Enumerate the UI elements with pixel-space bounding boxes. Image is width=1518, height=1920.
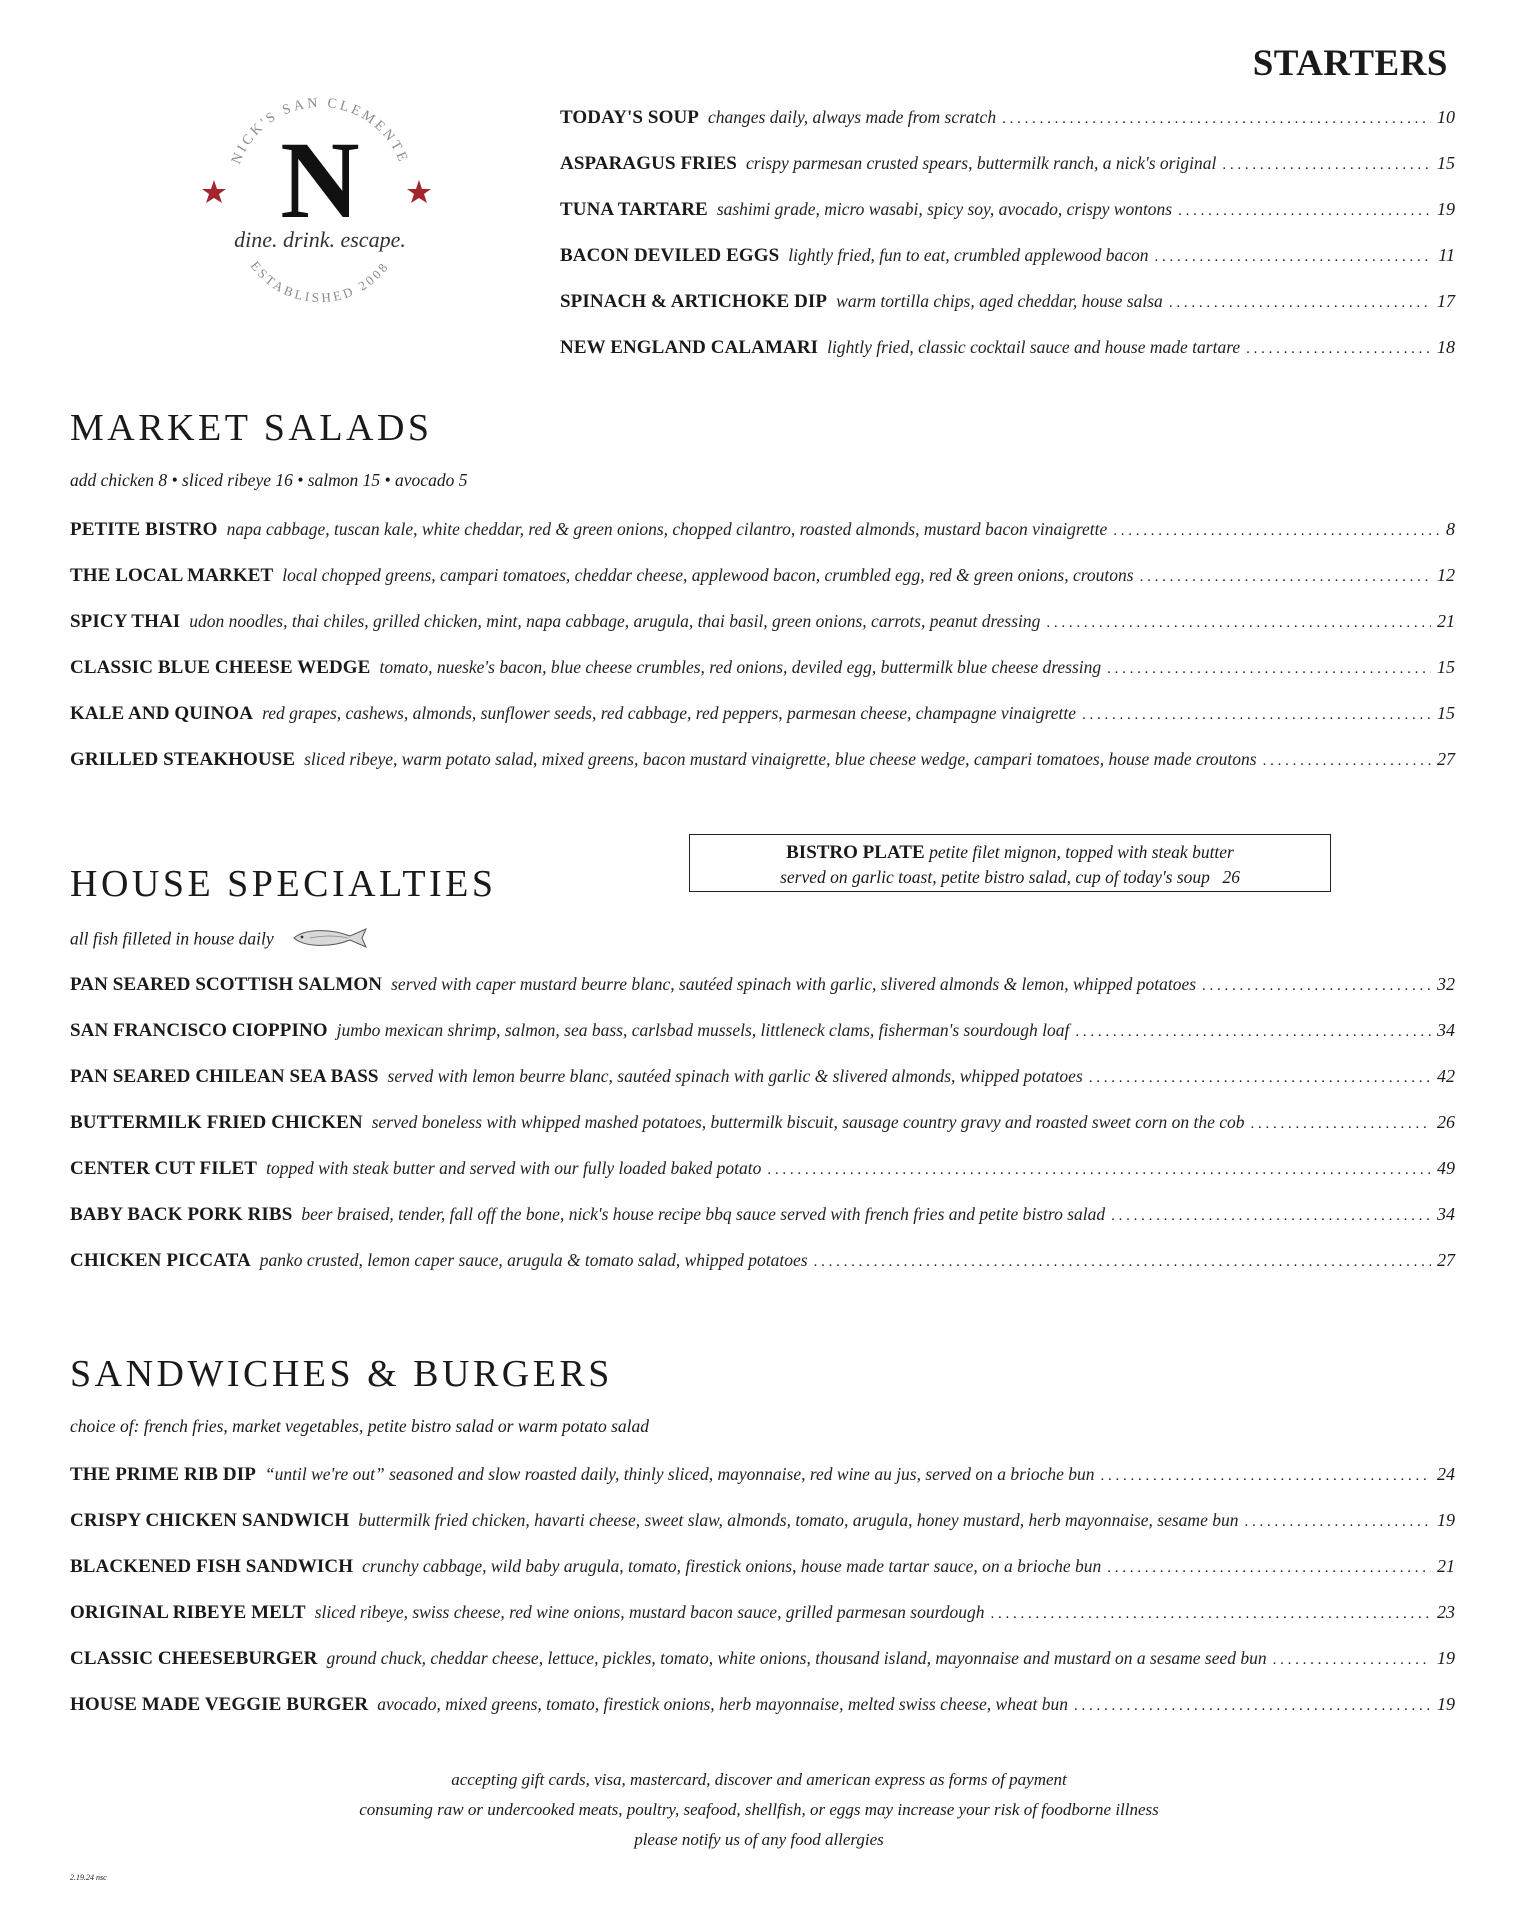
menu-item-price: 34: [1437, 1204, 1455, 1224]
menu-item-name: NEW ENGLAND CALAMARI: [560, 337, 819, 358]
dot-leader: [1046, 611, 1431, 635]
menu-item: [70, 1692, 1455, 1718]
dot-leader: [1246, 337, 1431, 361]
menu-item-description: changes daily, always made from scratch: [708, 107, 997, 127]
dot-leader: [1263, 749, 1431, 773]
menu-item-name: PAN SEARED CHILEAN SEA BASS: [70, 1066, 379, 1087]
menu-item-price: 34: [1437, 1020, 1455, 1040]
footer-payment-note: accepting gift cards, visa, mastercard, discover and american express as forms of payment: [451, 1770, 1067, 1789]
dot-leader: [1178, 199, 1431, 223]
menu-item-price: 15: [1437, 657, 1455, 677]
star-icon: [407, 180, 431, 203]
dot-leader: [1111, 1204, 1431, 1228]
bistro-plate-box: [689, 834, 1331, 892]
menu-item-price: 42: [1437, 1066, 1455, 1086]
menu-item: [560, 197, 1455, 223]
footer-allergy-note: please notify us of any food allergies: [634, 1830, 884, 1849]
menu-item: [70, 609, 1455, 635]
menu-item-name: BUTTERMILK FRIED CHICKEN: [70, 1112, 363, 1133]
salads-addons-note: add chicken 8 • sliced ribeye 16 • salmon 15 • avocado 5: [70, 470, 468, 490]
menu-item: [70, 1462, 1455, 1488]
menu-item: [70, 972, 1455, 998]
restaurant-logo: [190, 72, 450, 332]
menu-item: [560, 243, 1455, 269]
dot-leader: [1222, 153, 1431, 177]
dot-leader: [767, 1158, 1431, 1182]
menu-item-price: 27: [1437, 1250, 1455, 1270]
fish-icon: [290, 926, 370, 955]
menu-item-description: lightly fried, classic cocktail sauce and house made tartare: [827, 337, 1241, 357]
menu-item-description: topped with steak butter and served with our fully loaded baked potato: [266, 1158, 762, 1178]
menu-item-description: served boneless with whipped mashed potatoes, buttermilk biscuit, sausage country gravy and roasted sweet corn on the cob: [371, 1112, 1245, 1132]
dot-leader: [814, 1250, 1431, 1274]
dot-leader: [1107, 657, 1431, 681]
menu-item: [70, 655, 1455, 681]
menu-item-price: 21: [1437, 1556, 1455, 1576]
menu-item-price: 19: [1437, 199, 1455, 219]
menu-item-price: 32: [1437, 974, 1455, 994]
dot-leader: [1113, 519, 1440, 543]
bistro-plate-name: BISTRO PLATE: [786, 842, 925, 863]
menu-item-price: 15: [1437, 153, 1455, 173]
menu-item-name: PAN SEARED SCOTTISH SALMON: [70, 974, 383, 995]
menu-item-description: warm tortilla chips, aged cheddar, house salsa: [836, 291, 1163, 311]
menu-item-price: 24: [1437, 1464, 1455, 1484]
menu-item-name: SAN FRANCISCO CIOPPINO: [70, 1020, 328, 1041]
specialties-note: [70, 926, 370, 955]
menu-item: [70, 1554, 1455, 1580]
menu-item-name: CENTER CUT FILET: [70, 1158, 258, 1179]
menu-item-description: jumbo mexican shrimp, salmon, sea bass, carlsbad mussels, littleneck clams, fisherman's sourdough loaf: [336, 1020, 1070, 1040]
menu-item-price: 27: [1437, 749, 1455, 769]
menu-item-description: beer braised, tender, fall off the bone, nick's house recipe bbq sauce served with french fries and petite bistro salad: [301, 1204, 1106, 1224]
menu-item-description: lightly fried, fun to eat, crumbled applewood bacon: [788, 245, 1149, 265]
menu-item-name: BABY BACK PORK RIBS: [70, 1204, 293, 1225]
dot-leader: [1101, 1464, 1432, 1488]
sandwiches-sides-note: choice of: french fries, market vegetables, petite bistro salad or warm potato salad: [70, 1416, 650, 1436]
logo-arc-bottom-text: ESTABLISHED 2008: [247, 258, 393, 306]
dot-leader: [1154, 245, 1432, 269]
menu-item: [560, 335, 1455, 361]
menu-item-name: THE LOCAL MARKET: [70, 565, 274, 586]
menu-item-name: PETITE BISTRO: [70, 519, 218, 540]
dot-leader: [1082, 703, 1431, 727]
menu-item-price: 49: [1437, 1158, 1455, 1178]
menu-item-description: buttermilk fried chicken, havarti cheese, sweet slaw, almonds, tomato, arugula, honey mustard, herb mayonnaise, sesame bun: [358, 1510, 1239, 1530]
menu-item-price: 19: [1437, 1510, 1455, 1530]
dot-leader: [1075, 1020, 1431, 1044]
menu-item-name: HOUSE MADE VEGGIE BURGER: [70, 1694, 369, 1715]
market-salads-title: MARKET SALADS: [70, 407, 433, 449]
menu-item: [70, 1064, 1455, 1090]
menu-item-price: 10: [1437, 107, 1455, 127]
menu-item: [70, 1110, 1455, 1136]
menu-item-name: SPICY THAI: [70, 611, 181, 632]
menu-item-name: KALE AND QUINOA: [70, 703, 254, 724]
dot-leader: [1089, 1066, 1431, 1090]
menu-item-name: CLASSIC CHEESEBURGER: [70, 1648, 318, 1669]
menu-item: [560, 289, 1455, 315]
sandwiches-burgers-title: SANDWICHES & BURGERS: [70, 1353, 613, 1395]
footer-health-warning: consuming raw or undercooked meats, poultry, seafood, shellfish, or eggs may increase your risk of foodborne illness: [359, 1800, 1159, 1819]
menu-item: [70, 1646, 1455, 1672]
menu-item-description: local chopped greens, campari tomatoes, cheddar cheese, applewood bacon, crumbled egg, red & green onions, croutons: [282, 565, 1134, 585]
dot-leader: [1140, 565, 1431, 589]
menu-item: [70, 1248, 1455, 1274]
bistro-plate-line2: served on garlic toast, petite bistro salad, cup of today's soup: [780, 867, 1210, 887]
menu-item-price: 19: [1437, 1648, 1455, 1668]
star-icon: [202, 180, 226, 203]
dot-leader: [991, 1602, 1432, 1626]
menu-item-description: avocado, mixed greens, tomato, firestick onions, herb mayonnaise, melted swiss cheese, wheat bun: [377, 1694, 1068, 1714]
menu-item-name: TUNA TARTARE: [560, 199, 708, 220]
menu-item-description: tomato, nueske's bacon, blue cheese crumbles, red onions, deviled egg, buttermilk blue cheese dressing: [379, 657, 1102, 677]
menu-item-price: 19: [1437, 1694, 1455, 1714]
menu-item: [70, 517, 1455, 543]
menu-item-name: CLASSIC BLUE CHEESE WEDGE: [70, 657, 371, 678]
menu-item-description: sliced ribeye, warm potato salad, mixed greens, bacon mustard vinaigrette, blue cheese wedge, campari tomatoes, house made croutons: [304, 749, 1257, 769]
menu-item-price: 12: [1437, 565, 1455, 585]
menu-item-name: SPINACH & ARTICHOKE DIP: [560, 291, 828, 312]
menu-item: [70, 1156, 1455, 1182]
specialties-note-text: all fish filleted in house daily: [70, 928, 274, 949]
menu-item-description: crispy parmesan crusted spears, buttermilk ranch, a nick's original: [745, 153, 1217, 173]
menu-date-code: 2.19.24 nsc: [70, 1873, 107, 1882]
menu-item-price: 21: [1437, 611, 1455, 631]
menu-item-price: 15: [1437, 703, 1455, 723]
menu-item-name: BACON DEVILED EGGS: [560, 245, 780, 266]
menu-item: [70, 747, 1455, 773]
menu-item-description: napa cabbage, tuscan kale, white cheddar, red & green onions, chopped cilantro, roasted almonds, mustard bacon vinaigrette: [226, 519, 1108, 539]
dot-leader: [1244, 1510, 1431, 1534]
menu-item-description: panko crusted, lemon caper sauce, arugula & tomato salad, whipped potatoes: [259, 1250, 808, 1270]
menu-item-description: sashimi grade, micro wasabi, spicy soy, avocado, crispy wontons: [716, 199, 1173, 219]
menu-item-name: BLACKENED FISH SANDWICH: [70, 1556, 354, 1577]
menu-item: [70, 1600, 1455, 1626]
menu-item-price: 26: [1437, 1112, 1455, 1132]
logo-letter: N: [280, 119, 360, 241]
bistro-plate-line1: petite filet mignon, topped with steak butter: [929, 842, 1234, 862]
dot-leader: [1002, 107, 1431, 131]
logo-emblem: [190, 72, 450, 332]
menu-item-price: 11: [1438, 245, 1455, 265]
menu-item-name: CRISPY CHICKEN SANDWICH: [70, 1510, 350, 1531]
menu-item-description: red grapes, cashews, almonds, sunflower seeds, red cabbage, red peppers, parmesan cheese, champagne vinaigrette: [262, 703, 1077, 723]
menu-item-name: GRILLED STEAKHOUSE: [70, 749, 296, 770]
menu-item-description: served with lemon beurre blanc, sautéed spinach with garlic & slivered almonds, whipped potatoes: [387, 1066, 1083, 1086]
dot-leader: [1251, 1112, 1432, 1136]
dot-leader: [1074, 1694, 1431, 1718]
menu-item-price: 18: [1437, 337, 1455, 357]
menu-item-description: crunchy cabbage, wild baby arugula, tomato, firestick onions, house made tartar sauce, on a brioche bun: [362, 1556, 1102, 1576]
menu-item-price: 23: [1437, 1602, 1455, 1622]
menu-item-description: ground chuck, cheddar cheese, lettuce, pickles, tomato, white onions, thousand island, mayonnaise and mustard on a sesame seed bun: [326, 1648, 1267, 1668]
menu-item: [70, 1202, 1455, 1228]
menu-item-description: sliced ribeye, swiss cheese, red wine onions, mustard bacon sauce, grilled parmesan sourdough: [314, 1602, 985, 1622]
bistro-plate-price: 26: [1222, 867, 1240, 887]
dot-leader: [1202, 974, 1431, 998]
menu-item: [70, 701, 1455, 727]
dot-leader: [1169, 291, 1431, 315]
logo-tagline: dine. drink. escape.: [234, 227, 406, 252]
menu-item-description: served with caper mustard beurre blanc, sautéed spinach with garlic, slivered almonds & lemon, whipped potatoes: [391, 974, 1197, 994]
menu-item-name: ASPARAGUS FRIES: [560, 153, 737, 174]
menu-item-name: CHICKEN PICCATA: [70, 1250, 251, 1271]
menu-item-name: TODAY'S SOUP: [560, 107, 699, 128]
menu-item-price: 8: [1446, 519, 1455, 539]
menu-item: [560, 105, 1455, 131]
menu-item: [560, 151, 1455, 177]
menu-item-description: “until we're out” seasoned and slow roasted daily, thinly sliced, mayonnaise, red wine au jus, served on a brioche bun: [264, 1464, 1095, 1484]
menu-item-name: ORIGINAL RIBEYE MELT: [70, 1602, 306, 1623]
house-specialties-title: HOUSE SPECIALTIES: [70, 863, 497, 905]
dot-leader: [1107, 1556, 1431, 1580]
menu-item-name: THE PRIME RIB DIP: [70, 1464, 256, 1485]
dot-leader: [1273, 1648, 1431, 1672]
starters-title: STARTERS: [1252, 43, 1448, 84]
menu-item: [70, 563, 1455, 589]
menu-item: [70, 1018, 1455, 1044]
menu-item: [70, 1508, 1455, 1534]
menu-item-description: udon noodles, thai chiles, grilled chicken, mint, napa cabbage, arugula, thai basil, green onions, carrots, peanut dressing: [189, 611, 1041, 631]
menu-item-price: 17: [1437, 291, 1455, 311]
logo-arc-top-text: NICK'S SAN CLEMENTE: [229, 95, 411, 167]
